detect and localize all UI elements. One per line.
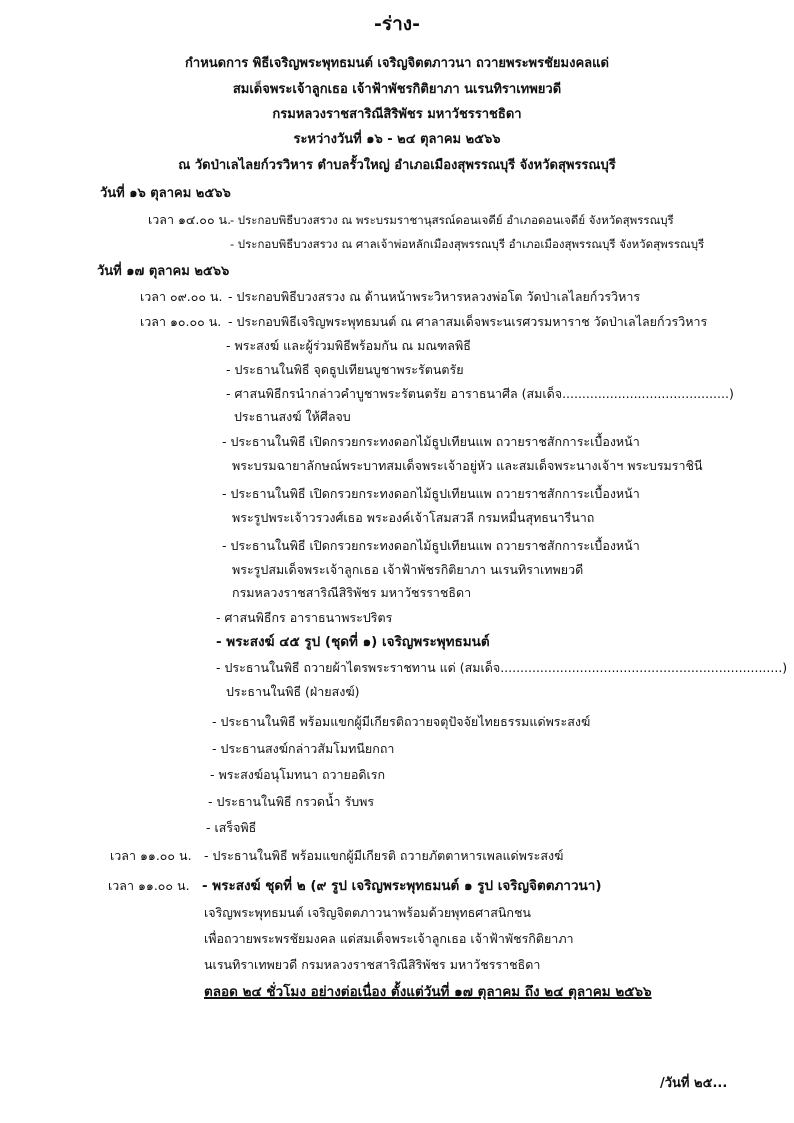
day2-date: วันที่ ๑๗ ตุลาคม ๒๕๖๖ bbox=[97, 264, 230, 279]
agenda-sub-5a: - ประธานในพิธี เปิดกรวยกระทงดอกไม้ธูปเทียนแพ ถวายราชสักการะเบื้องหน้า bbox=[222, 486, 640, 501]
draft-label: -ร่าง- bbox=[374, 13, 420, 35]
agenda-sub-7: - ศาสนพิธีกร อาราธนาพระปริตร bbox=[216, 610, 393, 625]
agenda-sub-5b: พระรูปพระเจ้าวรวงศ์เธอ พระองค์เจ้าโสมสวลี กรมหมื่นสุทธนารีนาถ bbox=[232, 510, 595, 525]
header-line-1: กำหนดการ พิธีเจริญพระพุทธมนต์ เจริญจิตตภาวนา ถวายพระพรชัยมงคลแด่ bbox=[185, 56, 609, 71]
header-line-5: ณ วัดป่าเลไลยก์วรวิหาร ตำบลรั้วใหญ่ อำเภอเมืองสุพรรณบุรี จังหวัดสุพรรณบุรี bbox=[178, 158, 616, 173]
day2-item-1: - ประกอบพิธีบวงสรวง ณ ด้านหน้าพระวิหารหลวงพ่อโต วัดป่าเลไลยก์วรวิหาร bbox=[228, 289, 641, 304]
day2-item-4e: ตลอด ๒๔ ชั่วโมง อย่างต่อเนื่อง ตั้งแต่วันที่ ๑๗ ตุลาคม ถึง ๒๔ ตุลาคม ๒๕๖๖ bbox=[204, 984, 652, 1000]
day1-item-1: - ประกอบพิธีบวงสรวง ณ พระบรมราชานุสรณ์ดอนเจดีย์ อำเภอดอนเจดีย์ จังหวัดสุพรรณบุรี bbox=[230, 213, 674, 227]
agenda-sub-4b: พระบรมฉายาลักษณ์พระบาทสมเด็จพระเจ้าอยู่หัว และสมเด็จพระนางเจ้าฯ พระบรมราชินี bbox=[232, 458, 703, 473]
day2-item-2: - ประกอบพิธีเจริญพระพุทธมนต์ ณ ศาลาสมเด็จพระนเรศวรมหาราช วัดป่าเลไลยก์วรวิหาร bbox=[228, 314, 708, 329]
agenda-sub-2: - ประธานในพิธี จุดธูปเทียนบูชาพระรัตนตรัย bbox=[226, 362, 464, 377]
agenda-sub-6a: - ประธานในพิธี เปิดกรวยกระทงดอกไม้ธูปเทียนแพ ถวายราชสักการะเบื้องหน้า bbox=[222, 538, 640, 553]
day2-item-4c: เพื่อถวายพระพรชัยมงคล แด่สมเด็จพระเจ้าลูกเธอ เจ้าฟ้าพัชรกิติยาภา bbox=[204, 931, 574, 946]
agenda-sub-3b: ประธานสงฆ์ ให้ศีลจบ bbox=[234, 409, 351, 424]
continued-marker: /วันที่ ๒๕... bbox=[660, 1076, 728, 1091]
day2-time-2: เวลา ๑๐.๐๐ น. bbox=[140, 314, 222, 329]
agenda-sub-12: - พระสงฆ์อนุโมทนา ถวายอดิเรก bbox=[210, 767, 386, 782]
agenda-sub-6b: พระรูปสมเด็จพระเจ้าลูกเธอ เจ้าฟ้าพัชรกิติยาภา นเรนทิราเทพยวดี bbox=[232, 562, 584, 577]
agenda-sub-10: - ประธานในพิธี พร้อมแขกผู้มีเกียรติถวายจตุปัจจัยไทยธรรมแด่พระสงฆ์ bbox=[212, 714, 591, 729]
agenda-sub-3a: - ศาสนพิธีกรนำกล่าวคำบูชาพระรัตนตรัย อาราธนาศีล (สมเด็จ..........................................) bbox=[226, 386, 734, 401]
day2-item-4: - พระสงฆ์ ชุดที่ ๒ (๙ รูป เจริญพระพุทธมนต์ ๑ รูป เจริญจิตตภาวนา) bbox=[202, 878, 602, 894]
agenda-sub-13: - ประธานในพิธี กรวดน้ำ รับพร bbox=[208, 794, 375, 809]
day2-item-4d: นเรนทิราเทพยวดี กรมหลวงราชสาริณีสิริพัชร มหาวัชรราชธิดา bbox=[204, 957, 541, 972]
agenda-sub-8: - พระสงฆ์ ๔๕ รูป (ชุดที่ ๑) เจริญพระพุทธมนต์ bbox=[216, 634, 490, 650]
day1-item-2: - ประกอบพิธีบวงสรวง ณ ศาลเจ้าพ่อหลักเมืองสุพรรณบุรี อำเภอเมืองสุพรรณบุรี จังหวัดสุพรรณบุรี bbox=[230, 237, 705, 251]
day1-time: เวลา ๑๔.๐๐ น. bbox=[148, 212, 232, 227]
agenda-sub-14: - เสร็จพิธี bbox=[206, 820, 257, 835]
agenda-sub-9a: - ประธานในพิธี ถวายผ้าไตรพระราชทาน แด่ (สมเด็จ.......................................................................) bbox=[216, 660, 788, 675]
header-line-2: สมเด็จพระเจ้าลูกเธอ เจ้าฟ้าพัชรกิติยาภา นเรนทิราเทพยวดี bbox=[232, 82, 562, 97]
agenda-sub-11: - ประธานสงฆ์กล่าวสัมโมทนียกถา bbox=[212, 741, 395, 756]
agenda-sub-6c: กรมหลวงราชสาริณีสิริพัชร มหาวัชรราชธิดา bbox=[232, 585, 472, 600]
day2-item-3: - ประธานในพิธี พร้อมแขกผู้มีเกียรติ ถวายภัตตาหารเพลแด่พระสงฆ์ bbox=[204, 848, 564, 863]
day2-time-1: เวลา ๐๙.๐๐ น. bbox=[140, 289, 223, 304]
day2-item-4b: เจริญพระพุทธมนต์ เจริญจิตตภาวนาพร้อมด้วยพุทธศาสนิกชน bbox=[204, 905, 531, 920]
agenda-sub-1: - พระสงฆ์ และผู้ร่วมพิธีพร้อมกัน ณ มณฑลพิธี bbox=[226, 338, 471, 353]
day1-date: วันที่ ๑๖ ตุลาคม ๒๕๖๖ bbox=[100, 186, 231, 201]
day2-time-3: เวลา ๑๑.๐๐ น. bbox=[110, 848, 192, 863]
agenda-sub-4a: - ประธานในพิธี เปิดกรวยกระทงดอกไม้ธูปเทียนแพ ถวายราชสักการะเบื้องหน้า bbox=[222, 434, 640, 449]
header-line-3: กรมหลวงราชสาริณีสิริพัชร มหาวัชรราชธิดา bbox=[272, 107, 522, 122]
day2-time-4: เวลา ๑๑.๐๐ น. bbox=[108, 878, 190, 893]
header-line-4: ระหว่างวันที่ ๑๖ - ๒๔ ตุลาคม ๒๕๖๖ bbox=[293, 132, 501, 147]
agenda-sub-9b: ประธานในพิธี (ฝ่ายสงฆ์) bbox=[226, 684, 360, 699]
